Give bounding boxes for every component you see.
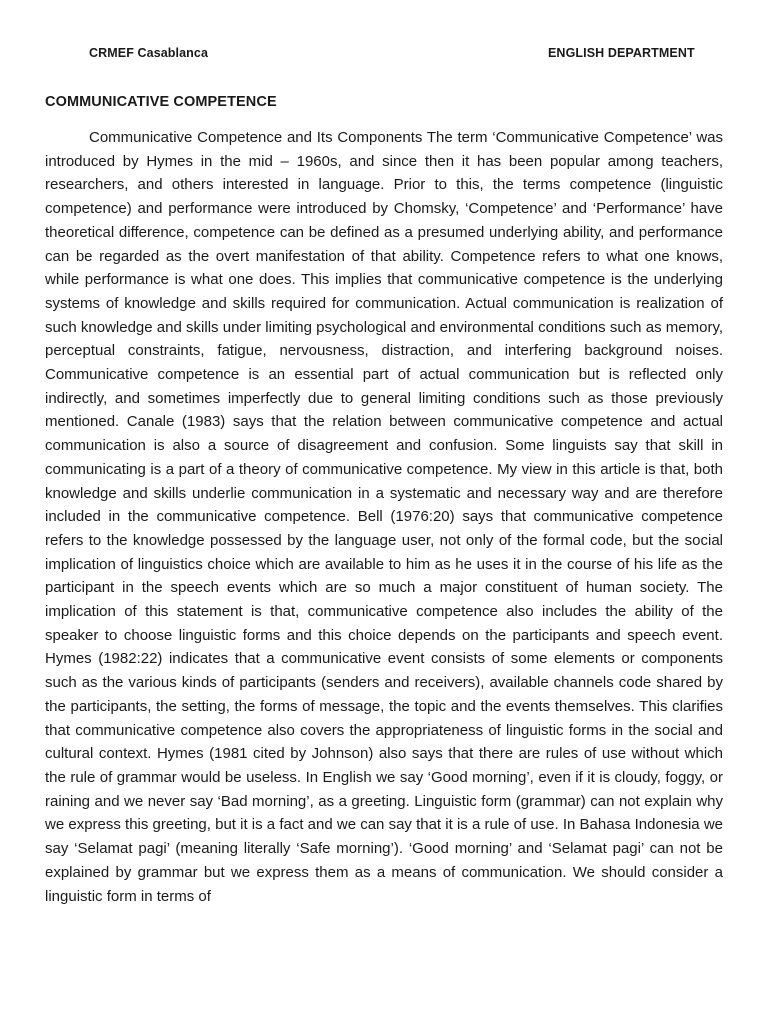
document-title: COMMUNICATIVE COMPETENCE: [45, 94, 277, 110]
header-institution: CRMEF Casablanca: [89, 46, 208, 60]
body-paragraph: Communicative Competence and Its Components The term ‘Communicative Competence’ was introduced by Hymes in the mid – 1960s, and since then it has been popular among teachers, researchers, and others interested in language. Prior to this, the terms competence (linguistic competence) and performance were introduced by Chomsky, ‘Competence’ and ‘Performance’ have theoretical difference, competence can be defined as a presumed underlying ability, and performance can be regarded as the overt manifestation of that ability. Competence refers to what one knows, while performance is what one does. This implies that communicative competence is the underlying systems of knowledge and skills required for communication. Actual communication is realization of such knowledge and skills under limiting psychological and environmental conditions such as memory, perceptual constraints, fatigue, nervousness, distraction, and interfering background noises. Communicative competence is an essential part of actual communication but is reflected only indirectly, and sometimes imperfectly due to general limiting conditions such as those previously mentioned. Canale (1983) says that the relation between communicative competence and actual communication is also a source of disagreement and confusion. Some linguists say that skill in communicating is a part of a theory of communicative competence. My view in this article is that, both knowledge and skills underlie communication in a systematic and necessary way and are therefore included in the communicative competence. Bell (1976:20) says that communicative competence refers to the knowledge possessed by the language user, not only of the formal code, but the social implication of linguistics choice which are available to him as he uses it in the course of his life as the participant in the speech events which are so much a major constituent of human society. The implication of this statement is that, communicative competence also includes the ability of the speaker to choose linguistic forms and this choice depends on the participants and speech event. Hymes (1982:22) indicates that a communicative event consists of some elements or components such as the various kinds of participants (senders and receivers), available channels code shared by the participants, the setting, the forms of message, the topic and the events themselves. This clarifies that communicative competence also covers the appropriateness of linguistic forms in the social and cultural context. Hymes (1981 cited by Johnson) also says that there are rules of use without which the rule of grammar would be useless. In English we say ‘Good morning’, even if it is cloudy, foggy, or raining and we never say ‘Bad morning’, as a greeting. Linguistic form (grammar) can not explain why we express this greeting, but it is a fact and we can say that it is a rule of use. In Bahasa Indonesia we say ‘Selamat pagi’ (meaning literally ‘Safe morning’). ‘Good morning’ and ‘Selamat pagi’ can not be explained by grammar but we express them as a means of communication. We should consider a linguistic form in terms of: [45, 129, 723, 905]
header-department: ENGLISH DEPARTMENT: [548, 46, 695, 60]
